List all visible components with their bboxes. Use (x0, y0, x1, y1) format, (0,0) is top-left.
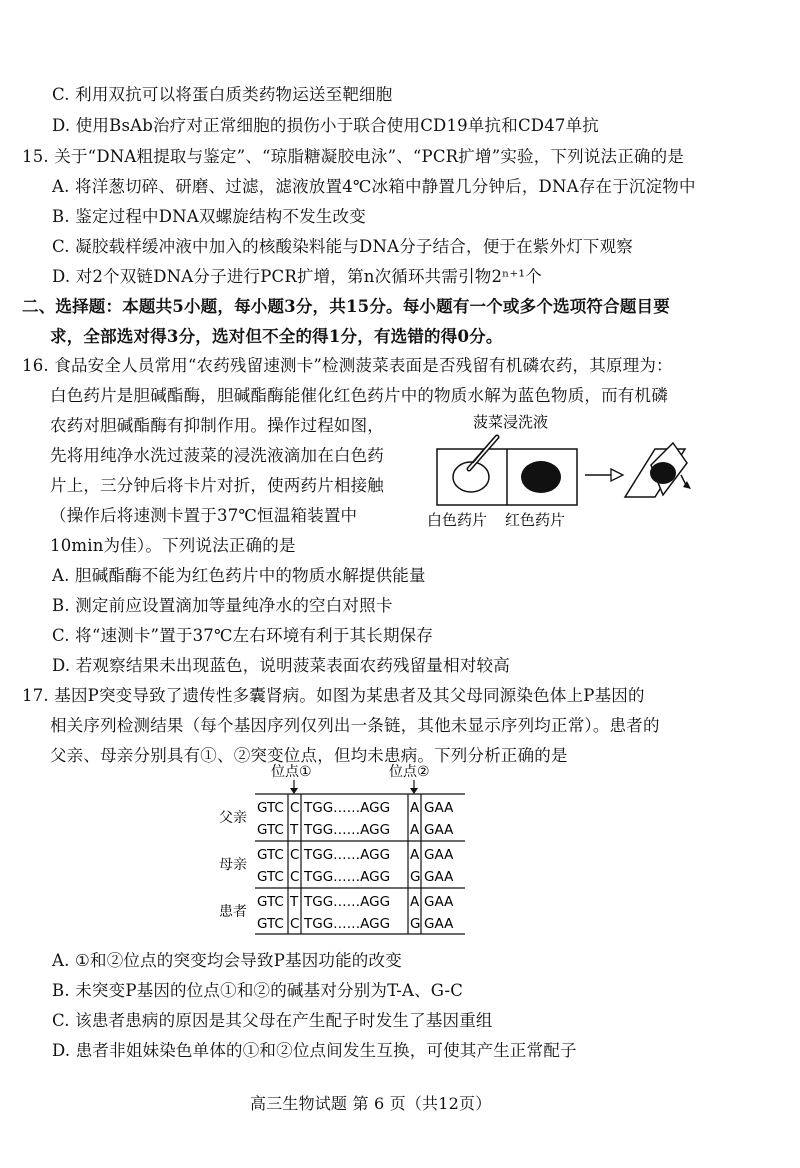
section2-heading-line2: 求，全部选对得3分，选对但不全的得1分，有选错的得0分。 (50, 327, 503, 346)
q16-stem-line4: 先将用纯净水洗过菠菜的浸洗液滴加在白色药 (50, 446, 384, 465)
q16-option-d: D. 若观察结果未出现蓝色，说明菠菜表面农药残留量相对较高 (52, 656, 510, 675)
q16-stem-line2: 白色药片是胆碱酯酶，胆碱酯酶能催化红色药片中的物质水解为蓝色物质，而有机磷 (50, 386, 668, 405)
svg-text:GAA: GAA (424, 869, 454, 885)
q16-stem-line7: 10min为佳）。下列说法正确的是 (50, 536, 296, 555)
site2-label: 位点② (389, 764, 430, 780)
svg-text:TGG……AGG: TGG……AGG (304, 800, 391, 816)
q15-stem: 15. 关于“DNA粗提取与鉴定”、“琼脂糖凝胶电泳”、“PCR扩增”实验，下列说法正确的是 (22, 147, 685, 166)
q16-option-a: A. 胆碱酯酶不能为红色药片中的物质水解提供能量 (52, 566, 426, 585)
svg-text:TGG……AGG: TGG……AGG (304, 894, 391, 910)
q16-option-c: C. 将“速测卡”置于37℃左右环境有利于其长期保存 (52, 626, 434, 645)
q15-option-d: D. 对2个双链DNA分子进行PCR扩增，第n次循环共需引物2ⁿ⁺¹个 (52, 267, 542, 286)
q17-option-c: C. 该患者患病的原因是其父母在产生配子时发生了基因重组 (52, 1011, 493, 1030)
svg-text:GAA: GAA (424, 800, 454, 816)
svg-text:GTC: GTC (257, 894, 284, 910)
svg-text:GTC: GTC (257, 822, 284, 838)
svg-text:A: A (410, 847, 420, 863)
site1-arrow-icon (290, 780, 298, 794)
q16-option-b: B. 测定前应设置滴加等量纯净水的空白对照卡 (52, 596, 393, 615)
svg-text:C: C (290, 800, 300, 816)
svg-text:TGG……AGG: TGG……AGG (304, 869, 391, 885)
svg-text:C: C (290, 869, 300, 885)
figure-label-white-tablet: 白色药片 (427, 511, 488, 529)
svg-text:TGG……AGG: TGG……AGG (304, 916, 391, 932)
figure-label-wash-liquid: 菠菜浸洗液 (473, 413, 549, 431)
q16-stem-line3: 农药对胆碱酯酶有抑制作用。操作过程如图， (50, 416, 384, 435)
svg-text:A: A (410, 800, 420, 816)
sequence-row (257, 822, 454, 838)
q15-option-b: B. 鉴定过程中DNA双螺旋结构不发生改变 (52, 207, 366, 226)
sequence-row (257, 916, 454, 932)
svg-text:T: T (290, 894, 299, 910)
q14-option-c: C. 利用双抗可以将蛋白质类药物运送至靶细胞 (52, 85, 393, 104)
svg-text:GTC: GTC (257, 847, 284, 863)
q17-stem-line1: 17. 基因P突变导致了遗传性多囊肾病。如图为某患者及其父母同源染色体上P基因的 (22, 686, 645, 705)
svg-text:GAA: GAA (424, 916, 454, 932)
arrow-right-icon (585, 469, 623, 481)
svg-text:GTC: GTC (257, 869, 284, 885)
q14-option-d: D. 使用BsAb治疗对正常细胞的损伤小于联合使用CD19单抗和CD47单抗 (52, 116, 599, 135)
figure-label-red-tablet: 红色药片 (505, 511, 566, 529)
svg-text:TGG……AGG: TGG……AGG (304, 847, 391, 863)
svg-text:C: C (290, 916, 300, 932)
svg-text:G: G (410, 869, 421, 885)
q17-option-b: B. 未突变P基因的位点①和②的碱基对分别为T-A、G-C (52, 981, 464, 1000)
mother-label: 母亲 (219, 857, 247, 873)
svg-text:C: C (290, 847, 300, 863)
sequence-row (257, 894, 454, 910)
q15-option-a: A. 将洋葱切碎、研磨、过滤，滤液放置4℃冰箱中静置几分钟后，DNA存在于沉淀物中 (52, 177, 696, 196)
test-card-figure (425, 405, 705, 535)
father-label: 父亲 (219, 810, 247, 826)
section2-heading-line1: 二、选择题：本题共5小题，每小题3分，共15分。每小题有一个或多个选项符合题目要 (22, 297, 670, 316)
site2-arrow-icon (410, 780, 418, 794)
q17-stem-line3: 父亲、母亲分别具有①、②突变位点，但均未患病。下列分析正确的是 (50, 746, 568, 765)
sequence-row (257, 847, 454, 863)
q16-stem-line1: 16. 食品安全人员常用“农药残留速测卡”检测菠菜表面是否残留有机磷农药，其原理为： (22, 356, 673, 375)
svg-text:GAA: GAA (424, 847, 454, 863)
page-footer: 高三生物试题 第 6 页（共12页） (250, 1094, 492, 1113)
q16-stem-line5: 片上，三分钟后将卡片对折，使两药片相接触 (50, 476, 384, 495)
patient-label: 患者 (219, 904, 247, 920)
svg-text:GTC: GTC (257, 916, 284, 932)
gene-sequence-figure (215, 758, 475, 938)
red-tablet (521, 461, 561, 493)
svg-text:GAA: GAA (424, 894, 454, 910)
svg-text:T: T (290, 822, 299, 838)
sequence-row (257, 800, 454, 816)
svg-text:G: G (410, 916, 421, 932)
sequence-row (257, 869, 454, 885)
q16-stem-line6: （操作后将速测卡置于37℃恒温箱装置中 (50, 506, 358, 525)
q17-option-a: A. ①和②位点的突变均会导致P基因功能的改变 (52, 951, 402, 970)
svg-text:TGG……AGG: TGG……AGG (304, 822, 391, 838)
folded-card (625, 443, 691, 497)
svg-text:GTC: GTC (257, 800, 284, 816)
q17-stem-line2: 相关序列检测结果（每个基因序列仅列出一条链，其他未显示序列均正常）。患者的 (50, 716, 660, 735)
site1-label: 位点① (271, 764, 312, 780)
svg-text:A: A (410, 894, 420, 910)
q15-option-c: C. 凝胶载样缓冲液中加入的核酸染料能与DNA分子结合，便于在紫外灯下观察 (52, 237, 634, 256)
q17-option-d: D. 患者非姐妹染色单体的①和②位点间发生互换，可使其产生正常配子 (52, 1041, 577, 1060)
svg-text:A: A (410, 822, 420, 838)
svg-text:GAA: GAA (424, 822, 454, 838)
